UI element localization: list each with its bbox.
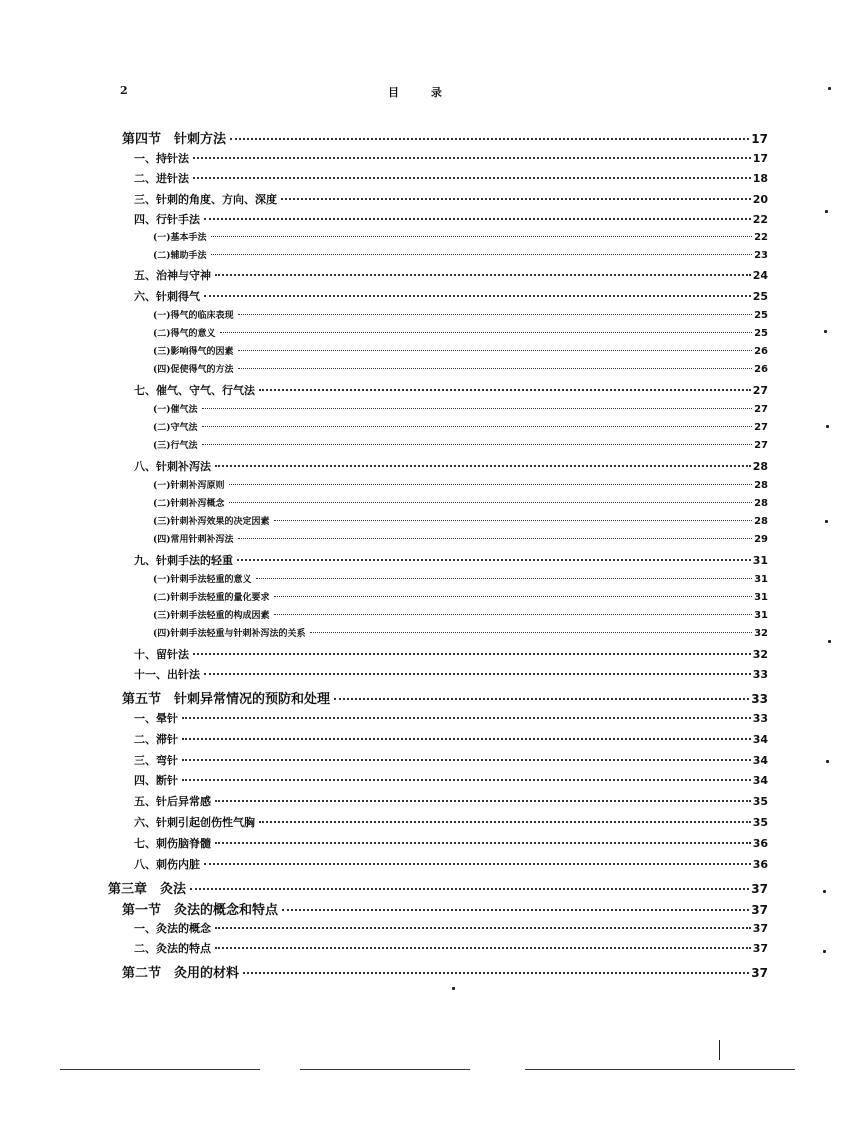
dot-leader xyxy=(211,236,753,237)
toc-entry-title: 四、行针手法 xyxy=(134,213,200,226)
toc-entry-title: 第三章 灸法 xyxy=(108,882,187,897)
dot-leader xyxy=(274,520,753,521)
toc-entry-page: 31 xyxy=(754,574,768,585)
toc-entry-page: 26 xyxy=(754,364,768,375)
dot-leader xyxy=(215,927,751,929)
toc-entry-title: 五、治神与守神 xyxy=(134,269,211,282)
toc-entry-page: 28 xyxy=(754,516,768,527)
toc-entry-title: (四)针刺手法轻重与针刺补泻法的关系 xyxy=(153,629,306,639)
toc-entry[interactable] xyxy=(153,308,768,321)
scan-edge-line xyxy=(300,1069,470,1070)
toc-entry-title: 一、灸法的概念 xyxy=(134,922,211,935)
scan-speck xyxy=(452,987,455,990)
dot-leader xyxy=(193,157,751,159)
page-number: 2 xyxy=(120,84,128,97)
dot-leader xyxy=(215,800,751,802)
toc-entry-page: 37 xyxy=(751,903,768,917)
toc-entry-title: 八、刺伤内脏 xyxy=(134,858,200,871)
toc-entry-page: 37 xyxy=(752,942,768,955)
toc-entry[interactable] xyxy=(153,362,768,375)
toc-entry-page: 31 xyxy=(754,610,768,621)
toc-entry-title: (三)针刺补泻效果的决定因素 xyxy=(153,517,270,527)
dot-leader xyxy=(274,596,753,597)
toc-entry-page: 32 xyxy=(754,628,768,639)
toc-entry-page: 27 xyxy=(752,384,768,397)
toc-entry-page: 20 xyxy=(752,193,768,206)
toc-entry-page: 28 xyxy=(752,460,768,473)
toc-entry[interactable] xyxy=(134,793,768,809)
dot-leader xyxy=(215,274,751,276)
scan-speck xyxy=(825,210,828,213)
toc-entry-title: 第一节 灸法的概念和特点 xyxy=(122,903,279,918)
scan-edge-line xyxy=(525,1069,795,1070)
toc-entry-page: 34 xyxy=(752,733,768,746)
toc-entry-page: 27 xyxy=(754,440,768,451)
toc-entry-title: 九、针刺手法的轻重 xyxy=(134,554,233,567)
toc-entry-page: 31 xyxy=(752,554,768,567)
toc-entry[interactable] xyxy=(134,710,768,726)
scan-speck xyxy=(824,330,827,333)
toc-entry-page: 28 xyxy=(754,480,768,491)
toc-entry-title: 第四节 针刺方法 xyxy=(122,132,227,147)
dot-leader xyxy=(182,779,751,781)
toc-entry-page: 17 xyxy=(751,132,768,146)
scan-edge-line xyxy=(60,1069,260,1070)
dot-leader xyxy=(204,673,751,675)
toc-entry-title: 六、针刺得气 xyxy=(134,290,200,303)
dot-leader xyxy=(238,368,753,369)
toc-entry[interactable] xyxy=(153,532,768,545)
toc-entry-title: 六、针刺引起创伤性气胸 xyxy=(134,816,255,829)
toc-entry[interactable] xyxy=(153,626,768,639)
toc-entry-title: (一)催气法 xyxy=(153,405,198,415)
toc-entry-page: 35 xyxy=(752,795,768,808)
dot-leader xyxy=(256,578,753,579)
toc-entry[interactable] xyxy=(134,552,768,568)
toc-entry-title: 二、滞针 xyxy=(134,733,178,746)
dot-leader xyxy=(215,465,751,467)
dot-leader xyxy=(215,842,751,844)
toc-entry-page: 33 xyxy=(752,712,768,725)
dot-leader xyxy=(182,738,751,740)
toc-entry[interactable] xyxy=(153,478,768,491)
toc-entry-title: 十一、出针法 xyxy=(134,668,200,681)
scan-speck xyxy=(823,890,826,893)
dot-leader xyxy=(238,538,753,539)
toc-entry-page: 35 xyxy=(752,816,768,829)
toc-entry-title: (四)常用针刺补泻法 xyxy=(153,535,234,545)
scan-speck xyxy=(826,760,829,763)
toc-entry[interactable] xyxy=(134,940,768,956)
toc-entry-page: 18 xyxy=(752,172,768,185)
dot-leader xyxy=(310,632,753,633)
scan-speck xyxy=(825,520,828,523)
toc-entry-page: 34 xyxy=(752,774,768,787)
toc-entry-page: 33 xyxy=(752,668,768,681)
toc-entry[interactable] xyxy=(122,688,768,707)
toc-entry-title: (二)针刺手法轻重的量化要求 xyxy=(153,593,270,603)
toc-entry[interactable] xyxy=(134,752,768,768)
toc-entry[interactable] xyxy=(153,496,768,509)
toc-entry-page: 23 xyxy=(754,250,768,261)
toc-entry[interactable] xyxy=(134,267,768,283)
toc-entry[interactable] xyxy=(153,420,768,433)
toc-entry-page: 27 xyxy=(754,422,768,433)
toc-entry-page: 33 xyxy=(751,692,768,706)
toc-entry-title: 七、催气、守气、行气法 xyxy=(134,384,255,397)
toc-entry-title: (一)得气的临床表现 xyxy=(153,311,234,321)
toc-entry-page: 24 xyxy=(752,269,768,282)
dot-leader xyxy=(281,198,751,200)
dot-leader xyxy=(190,888,749,890)
toc-entry[interactable] xyxy=(153,230,768,243)
toc-entry-page: 29 xyxy=(754,534,768,545)
scan-speck xyxy=(828,87,831,90)
toc-entry-title: (一)针刺手法轻重的意义 xyxy=(153,575,252,585)
dot-leader xyxy=(215,947,751,949)
toc-entry[interactable] xyxy=(153,608,768,621)
toc-entry[interactable] xyxy=(122,899,768,918)
dot-leader xyxy=(334,698,749,700)
dot-leader xyxy=(193,177,751,179)
toc-entry[interactable] xyxy=(134,835,768,851)
toc-entry[interactable] xyxy=(134,170,768,186)
dot-leader xyxy=(230,138,749,140)
toc-entry-title: 一、持针法 xyxy=(134,152,189,165)
toc-entry[interactable] xyxy=(122,962,768,981)
toc-entry[interactable] xyxy=(134,731,768,747)
toc-entry[interactable] xyxy=(134,646,768,662)
toc-entry-title: 二、灸法的特点 xyxy=(134,942,211,955)
toc-entry-title: (四)促使得气的方法 xyxy=(153,365,234,375)
toc-entry-title: (二)针刺补泻概念 xyxy=(153,499,225,509)
toc-entry-page: 26 xyxy=(754,346,768,357)
dot-leader xyxy=(202,444,753,445)
dot-leader xyxy=(202,426,753,427)
toc-entry[interactable] xyxy=(134,150,768,166)
toc-entry-title: 八、针刺补泻法 xyxy=(134,460,211,473)
toc-entry-title: 十、留针法 xyxy=(134,648,189,661)
toc-entry-page: 37 xyxy=(751,882,768,896)
toc-entry-title: 二、进针法 xyxy=(134,172,189,185)
toc-entry-title: (一)基本手法 xyxy=(153,233,207,243)
toc-entry-page: 25 xyxy=(754,310,768,321)
scan-mark xyxy=(719,1040,720,1060)
dot-leader xyxy=(220,332,753,333)
scan-speck xyxy=(828,640,831,643)
page-header xyxy=(108,84,768,104)
toc-entry-title: (二)守气法 xyxy=(153,423,198,433)
dot-leader xyxy=(193,653,751,655)
toc-entry-page: 28 xyxy=(754,498,768,509)
dot-leader xyxy=(243,972,749,974)
toc-entry[interactable] xyxy=(134,191,768,207)
toc-entry-title: 三、针刺的角度、方向、深度 xyxy=(134,193,277,206)
toc-entry-title: 一、晕针 xyxy=(134,712,178,725)
toc-entry-page: 25 xyxy=(752,290,768,303)
toc-entry[interactable] xyxy=(134,458,768,474)
dot-leader xyxy=(204,863,751,865)
toc-entry-page: 32 xyxy=(752,648,768,661)
dot-leader xyxy=(202,408,753,409)
toc-entry-title: (二)得气的意义 xyxy=(153,329,216,339)
dot-leader xyxy=(259,389,751,391)
dot-leader xyxy=(204,295,751,297)
toc-entry[interactable] xyxy=(134,772,768,788)
toc-entry-title: 五、针后异常感 xyxy=(134,795,211,808)
toc-entry[interactable] xyxy=(134,856,768,872)
page-title: 目 录 xyxy=(388,86,456,99)
toc-entry-page: 27 xyxy=(754,404,768,415)
dot-leader xyxy=(259,821,751,823)
toc-entry-page: 36 xyxy=(752,837,768,850)
toc-entry[interactable] xyxy=(108,878,768,897)
dot-leader xyxy=(182,759,751,761)
toc-entry[interactable] xyxy=(134,211,768,227)
toc-entry[interactable] xyxy=(134,288,768,304)
dot-leader xyxy=(204,218,751,220)
toc-entry-page: 22 xyxy=(752,213,768,226)
toc-entry-title: 四、断针 xyxy=(134,774,178,787)
scan-speck xyxy=(826,425,829,428)
toc-entry[interactable] xyxy=(134,382,768,398)
toc-entry-page: 34 xyxy=(752,754,768,767)
toc-entry-page: 25 xyxy=(754,328,768,339)
toc-entry-page: 37 xyxy=(752,922,768,935)
toc-entry[interactable] xyxy=(153,326,768,339)
dot-leader xyxy=(182,717,751,719)
dot-leader xyxy=(238,350,753,351)
toc-entry[interactable] xyxy=(153,590,768,603)
toc-entry-title: (三)行气法 xyxy=(153,441,198,451)
toc-entry[interactable] xyxy=(134,920,768,936)
dot-leader xyxy=(238,314,753,315)
dot-leader xyxy=(211,254,753,255)
toc-entry[interactable] xyxy=(153,572,768,585)
toc-entry-title: 第二节 灸用的材料 xyxy=(122,966,240,981)
dot-leader xyxy=(282,909,749,911)
toc-entry[interactable] xyxy=(153,438,768,451)
toc-entry-title: (一)针刺补泻原则 xyxy=(153,481,225,491)
toc-entry[interactable] xyxy=(153,402,768,415)
toc-entry-title: (三)针刺手法轻重的构成因素 xyxy=(153,611,270,621)
toc-entry[interactable] xyxy=(153,344,768,357)
toc-entry-page: 22 xyxy=(754,232,768,243)
dot-leader xyxy=(229,484,753,485)
toc-entry[interactable] xyxy=(134,814,768,830)
toc-entry[interactable] xyxy=(134,666,768,682)
dot-leader xyxy=(274,614,753,615)
toc-entry-title: 第五节 针刺异常情况的预防和处理 xyxy=(122,692,331,707)
toc-entry-title: 三、弯针 xyxy=(134,754,178,767)
dot-leader xyxy=(237,559,751,561)
toc-entry-title: (二)辅助手法 xyxy=(153,251,207,261)
toc-entry-page: 31 xyxy=(754,592,768,603)
dot-leader xyxy=(229,502,753,503)
toc-entry[interactable] xyxy=(122,128,768,147)
toc-entry-title: 七、刺伤脑脊髓 xyxy=(134,837,211,850)
toc-entry-title: (三)影响得气的因素 xyxy=(153,347,234,357)
toc-entry-page: 17 xyxy=(752,152,768,165)
toc-entry-page: 37 xyxy=(751,966,768,980)
toc-entry[interactable] xyxy=(153,514,768,527)
toc-entry-page: 36 xyxy=(752,858,768,871)
toc-entry[interactable] xyxy=(153,248,768,261)
scan-speck xyxy=(823,950,826,953)
